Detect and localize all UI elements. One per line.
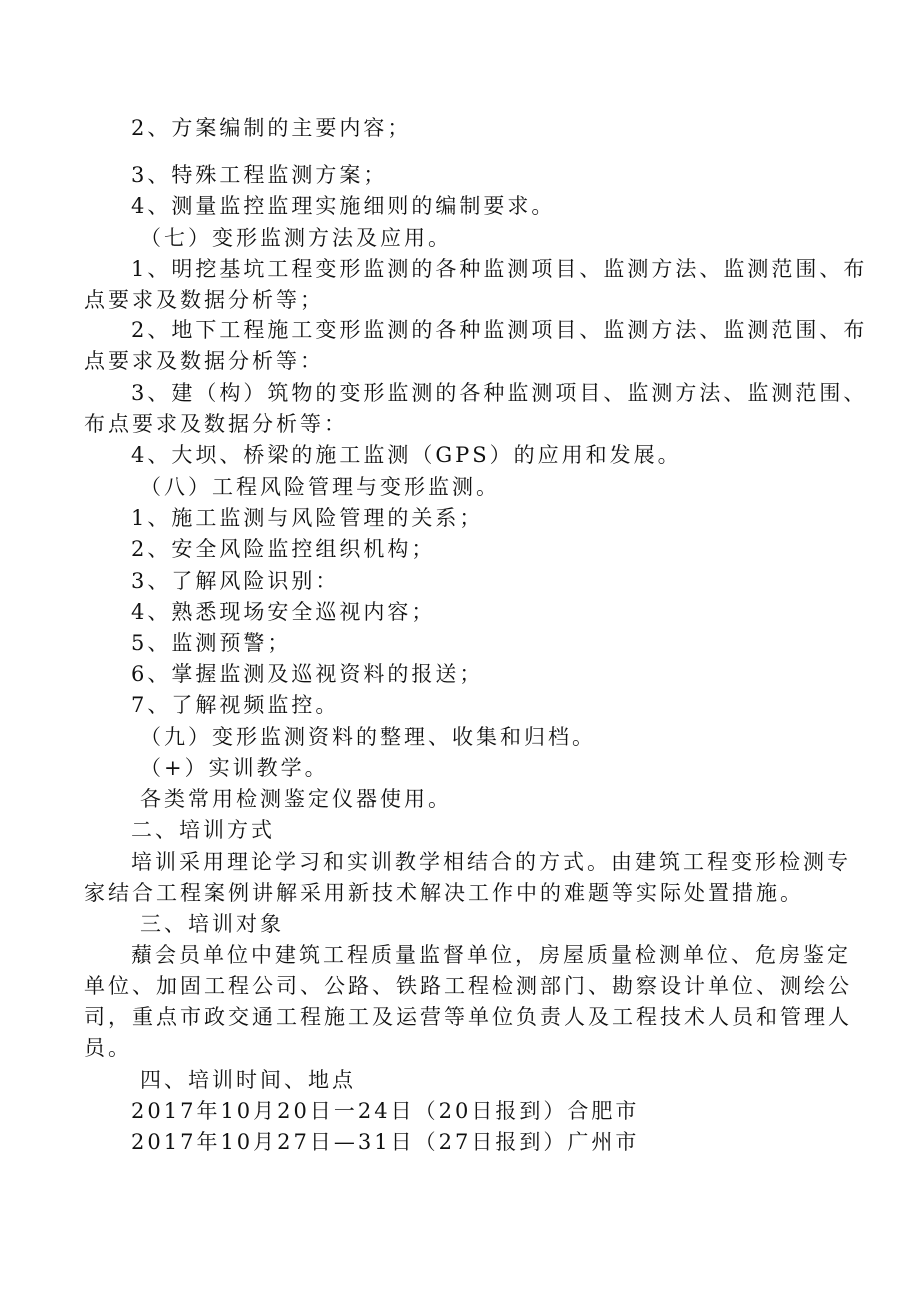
list-item: 3、特殊工程监测方案； — [131, 163, 388, 187]
paragraph-line: 2、地下工程施工变形监测的各种监测项目、监测方法、监测范围、布 — [131, 318, 868, 342]
schedule-line: 2017年10月20日一24日（20日报到）合肥市 — [131, 1099, 640, 1123]
section-heading: 四、培训时间、地点 — [140, 1068, 356, 1092]
list-item: 2、安全风险监控组织机构； — [131, 537, 436, 561]
section-heading: 二、培训方式 — [131, 818, 275, 842]
paragraph-line: 员。 — [84, 1036, 132, 1060]
list-item: 4、测量监控监理实施细则的编制要求。 — [131, 194, 556, 218]
section-heading: （+）实训教学。 — [140, 756, 329, 780]
list-item: 5、监测预警； — [131, 631, 292, 655]
list-item: 2、方案编制的主要内容； — [131, 116, 412, 140]
paragraph-line: 司，重点市政交通工程施工及运营等单位负责人及工程技术人员和管理人 — [84, 1005, 852, 1029]
paragraph-line: 1、明挖基坑工程变形监测的各种监测项目、监测方法、监测范围、布 — [131, 257, 868, 281]
list-item: 7、了解视频监控。 — [131, 693, 340, 717]
list-item: 6、掌握监测及巡视资料的报送； — [131, 662, 484, 686]
paragraph-line: 单位、加固工程公司、公路、铁路工程检测部门、勘察设计单位、测绘公 — [84, 974, 852, 998]
paragraph-line: 培训采用理论学习和实训教学相结合的方式。由建筑工程变形检测专 — [131, 850, 851, 874]
section-heading: （九）变形监测资料的整理、收集和归档。 — [140, 725, 596, 749]
paragraph-line: 点要求及数据分析等； — [84, 288, 324, 312]
paragraph-line: 各类常用检测鉴定仪器使用。 — [140, 787, 452, 811]
section-heading: 三、培训对象 — [140, 912, 284, 936]
section-heading: （八）工程风险管理与变形监测。 — [140, 475, 500, 499]
section-heading: （七）变形监测方法及应用。 — [140, 226, 452, 250]
paragraph-line: 家结合工程案例讲解采用新技术解决工作中的难题等实际处置措施。 — [84, 881, 804, 905]
list-item: 4、大坝、桥梁的施工监测（GPS）的应用和发展。 — [131, 443, 682, 467]
list-item: 3、了解风险识别： — [131, 569, 340, 593]
paragraph-line: 布点要求及数据分析等： — [84, 412, 348, 436]
schedule-line: 2017年10月27日—31日（27日报到）广州市 — [131, 1130, 640, 1154]
list-item: 4、熟悉现场安全巡视内容； — [131, 600, 436, 624]
list-item: 1、施工监测与风险管理的关系； — [131, 506, 484, 530]
paragraph-line: 3、建（构）筑物的变形监测的各种监测项目、监测方法、监测范围、 — [131, 381, 868, 405]
paragraph-line: 蘈会员单位中建筑工程质量监督单位，房屋质量检测单位、危房鉴定 — [131, 943, 851, 967]
paragraph-line: 点要求及数据分析等： — [84, 349, 324, 373]
